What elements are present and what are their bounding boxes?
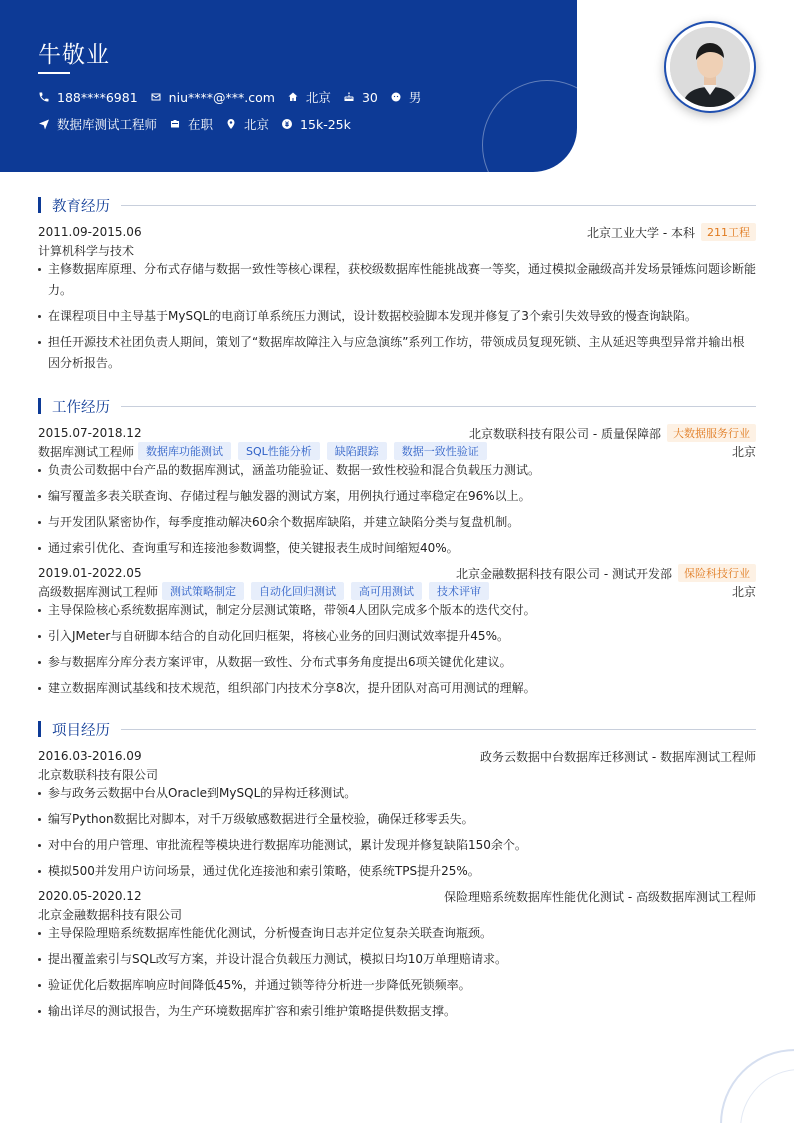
work-header-row — [38, 565, 756, 581]
briefcase-icon — [169, 118, 181, 130]
education-school-group — [587, 223, 756, 241]
target-city-item — [225, 115, 269, 133]
send-icon — [38, 118, 50, 130]
skill-tag: 高可用测试 — [351, 582, 422, 600]
money-icon — [281, 118, 293, 130]
age-text: 30 — [361, 89, 378, 105]
skill-tag: 自动化回归测试 — [251, 582, 344, 600]
section-divider — [121, 406, 756, 407]
home-city-text: 北京 — [305, 90, 331, 105]
skill-tag: 缺陷跟踪 — [327, 442, 387, 460]
email-text: niu****@***.com — [168, 89, 275, 105]
skill-tag: SQL性能分析 — [238, 442, 320, 460]
project-header-row — [38, 748, 756, 764]
avatar-frame — [664, 21, 756, 113]
name-underline — [38, 72, 70, 74]
work-city: 北京 — [731, 444, 756, 459]
list-item: 对中台的用户管理、审批流程等模块进行数据库功能测试，累计发现并修复缺陷150余个。 — [38, 835, 756, 856]
list-item: 负责公司数据中台产品的数据库测试，涵盖功能验证、数据一致性校验和混合负载压力测试。 — [38, 460, 756, 481]
education-major: 计算机科学与技术 — [38, 243, 135, 258]
work-position-row — [38, 443, 756, 459]
gender-icon — [390, 91, 402, 103]
work-period: 2019.01-2022.05 — [38, 566, 142, 580]
decorative-ring — [482, 80, 577, 172]
avatar-portrait-icon — [670, 27, 750, 107]
project-company: 北京金融数据科技有限公司 — [38, 907, 183, 922]
education-header-row — [38, 224, 756, 240]
education-bullets — [38, 259, 756, 379]
education-major-row — [38, 242, 756, 258]
list-item: 参与政务云数据中台从Oracle到MySQL的异构迁移测试。 — [38, 783, 756, 804]
education-school: 北京工业大学 - 本科 — [587, 225, 695, 240]
work-header-row — [38, 425, 756, 441]
email-item — [150, 90, 275, 105]
list-item: 验证优化后数据库响应时间降低45%，并通过锁等待分析进一步降低死锁频率。 — [38, 975, 756, 996]
skill-tag: 数据库功能测试 — [138, 442, 231, 460]
section-title-text: 教育经历 — [52, 198, 110, 215]
target-city-text: 北京 — [244, 117, 270, 132]
project-header-row — [38, 888, 756, 904]
list-item: 担任开源技术社团负责人期间，策划了“数据库故障注入与应急演练”系列工作坊，带领成员复现死锁、主从延迟等典型异常并输出根因分析报告。 — [38, 332, 756, 374]
list-item: 通过索引优化、查询重写和连接池参数调整，使关键报表生成时间缩短40%。 — [38, 538, 756, 559]
list-item: 主修数据库原理、分布式存储与数据一致性等核心课程，获校级数据库性能挑战赛一等奖，通过模拟金融级高并发场景锤炼问题诊断能力。 — [38, 259, 756, 301]
list-item: 引入JMeter与自研脚本结合的自动化回归框架，将核心业务的回归测试效率提升45%。 — [38, 626, 756, 647]
work-city: 北京 — [731, 584, 756, 599]
work-company: 北京数联科技有限公司 - 质量保障部 — [469, 426, 661, 441]
salary-item — [281, 117, 351, 132]
work-position: 数据库测试工程师 — [38, 444, 135, 459]
section-bar — [38, 398, 41, 414]
gender-text: 男 — [408, 90, 422, 105]
mail-icon — [150, 91, 162, 103]
section-title-text: 项目经历 — [52, 722, 110, 739]
avatar — [670, 27, 750, 107]
list-item: 输出详尽的测试报告，为生产环境数据库扩容和索引维护策略提供数据支撑。 — [38, 1001, 756, 1022]
work-company: 北京金融数据科技有限公司 - 测试开发部 — [456, 566, 672, 581]
work-bullets — [38, 600, 756, 704]
contact-row — [38, 88, 433, 106]
list-item: 编写覆盖多表关联查询、存储过程与触发器的测试方案，用例执行通过率稳定在96%以上。 — [38, 486, 756, 507]
section-bar — [38, 197, 41, 213]
section-title-text: 工作经历 — [52, 399, 110, 416]
section-title-education — [38, 196, 756, 214]
work-industry-tag: 保险科技行业 — [678, 564, 756, 582]
project-company-row — [38, 766, 756, 782]
project-period: 2020.05-2020.12 — [38, 889, 142, 903]
project-bullets — [38, 923, 756, 1027]
skill-tag: 数据一致性验证 — [394, 442, 487, 460]
home-city-item — [287, 88, 331, 106]
list-item: 与开发团队紧密协作，每季度推动解决60余个数据库缺陷，并建立缺陷分类与复盘机制。 — [38, 512, 756, 533]
project-name-role: 政务云数据中台数据库迁移测试 - 数据库测试工程师 — [480, 749, 756, 764]
list-item: 主导保险理赔系统数据库性能优化测试，分析慢查询日志并定位复杂关联查询瓶颈。 — [38, 923, 756, 944]
project-bullets — [38, 783, 756, 887]
target-job-text: 数据库测试工程师 — [57, 117, 158, 132]
candidate-name: 牛敬业 — [38, 42, 110, 68]
list-item: 参与数据库分库分表方案评审，从数据一致性、分布式事务角度提出6项关键优化建议。 — [38, 652, 756, 673]
work-position-row — [38, 583, 756, 599]
list-item: 提出覆盖索引与SQL改写方案，并设计混合负载压力测试，模拟日均10万单理赔请求。 — [38, 949, 756, 970]
status-item — [169, 115, 213, 133]
section-bar — [38, 721, 41, 737]
project-period: 2016.03-2016.09 — [38, 749, 142, 763]
target-job-item — [38, 115, 157, 133]
section-title-work — [38, 397, 756, 415]
section-title-projects — [38, 720, 756, 738]
status-text: 在职 — [188, 117, 214, 132]
age-item — [343, 90, 378, 105]
work-bullets — [38, 460, 756, 564]
work-company-group — [469, 424, 756, 442]
phone-item — [38, 90, 138, 105]
project-company-row — [38, 906, 756, 922]
location-pin-icon — [225, 118, 237, 130]
list-item: 模拟500并发用户访问场景，通过优化连接池和索引策略，使系统TPS提升25%。 — [38, 861, 756, 882]
cake-icon — [343, 91, 355, 103]
skill-tag: 测试策略制定 — [162, 582, 244, 600]
education-tag: 211工程 — [701, 223, 756, 241]
salary-text: 15k-25k — [300, 116, 351, 132]
phone-icon — [38, 91, 50, 103]
skill-tag: 技术评审 — [429, 582, 489, 600]
work-position: 高级数据库测试工程师 — [38, 584, 159, 599]
list-item: 在课程项目中主导基于MySQL的电商订单系统压力测试，设计数据校验脚本发现并修复了3个索引失效导致的慢查询缺陷。 — [38, 306, 756, 327]
project-name-role: 保险理赔系统数据库性能优化测试 - 高级数据库测试工程师 — [444, 889, 756, 904]
work-company-group — [456, 564, 756, 582]
project-company: 北京数联科技有限公司 — [38, 767, 159, 782]
list-item: 建立数据库测试基线和技术规范，组织部门内技术分享8次，提升团队对高可用测试的理解。 — [38, 678, 756, 699]
list-item: 主导保险核心系统数据库测试，制定分层测试策略，带领4人团队完成多个版本的迭代交付。 — [38, 600, 756, 621]
gender-item — [390, 88, 422, 106]
section-divider — [121, 205, 756, 206]
work-position-group — [38, 442, 487, 460]
list-item: 编写Python数据比对脚本，对千万级敏感数据进行全量校验，确保迁移零丢失。 — [38, 809, 756, 830]
phone-text: 188****6981 — [57, 89, 138, 105]
job-intent-row — [38, 115, 363, 133]
work-period: 2015.07-2018.12 — [38, 426, 142, 440]
header-banner — [0, 0, 577, 172]
work-industry-tag: 大数据服务行业 — [667, 424, 756, 442]
education-period: 2011.09-2015.06 — [38, 225, 142, 239]
home-icon — [287, 91, 299, 103]
section-divider — [121, 729, 756, 730]
work-position-group — [38, 582, 489, 600]
